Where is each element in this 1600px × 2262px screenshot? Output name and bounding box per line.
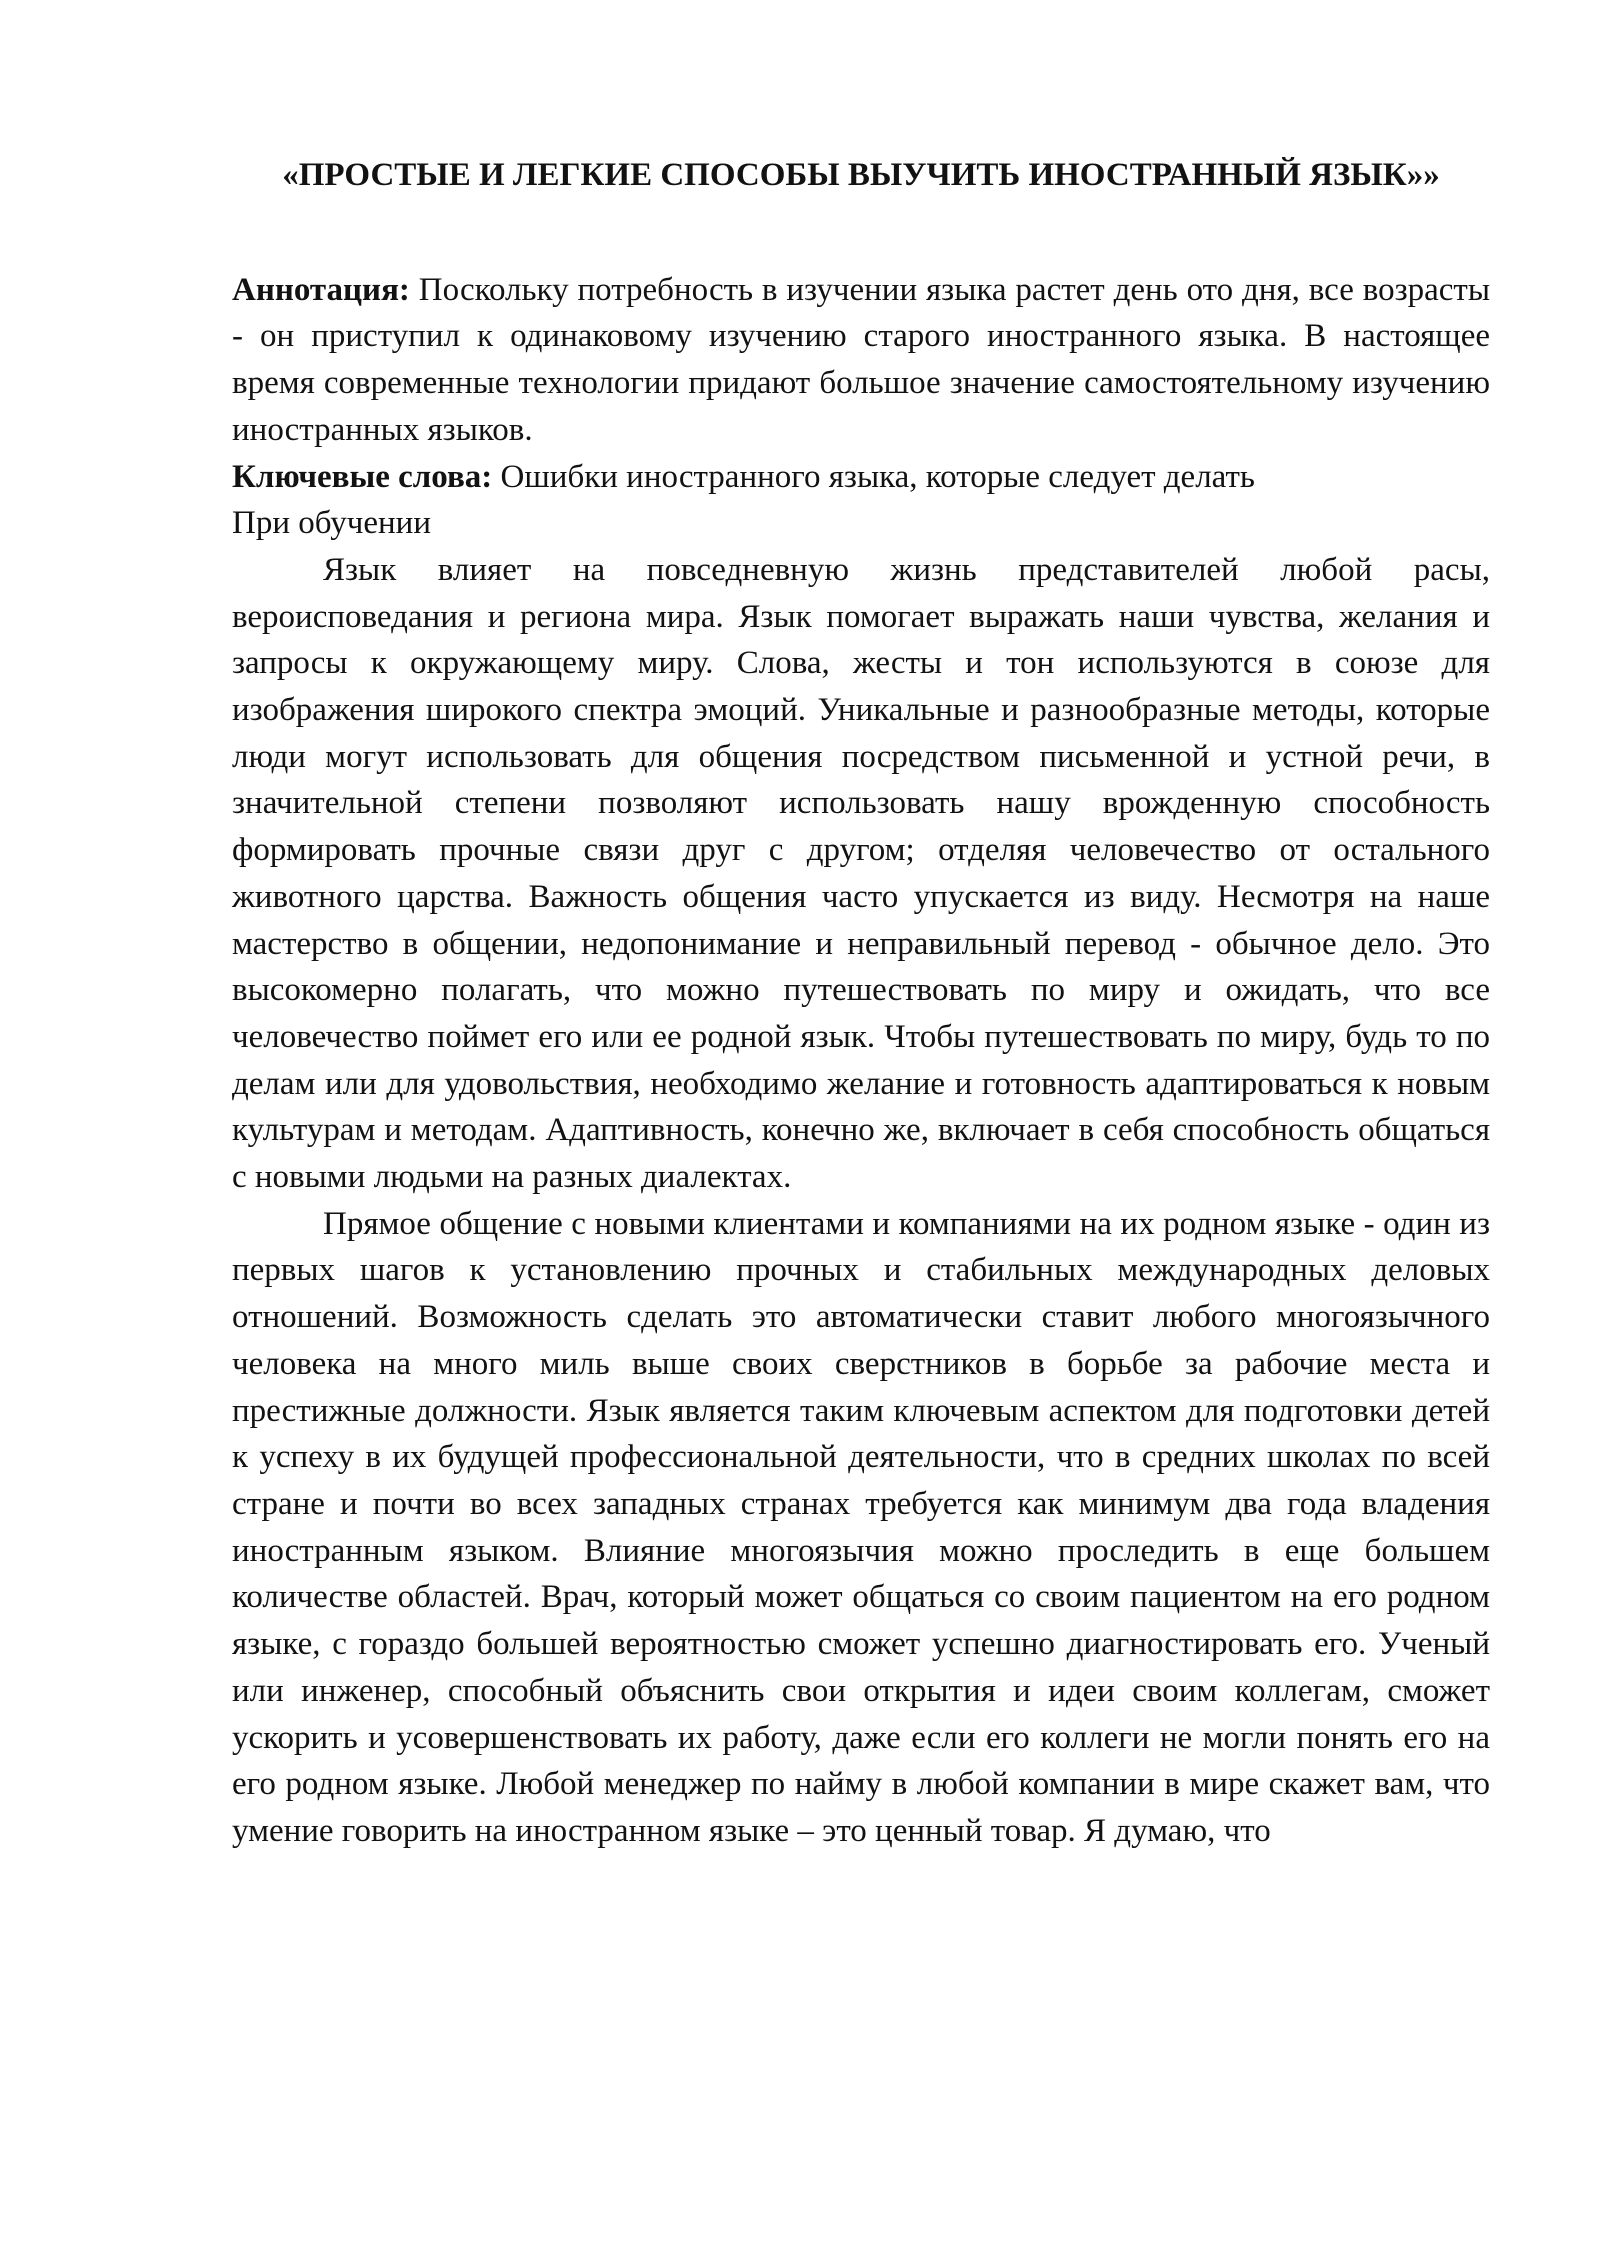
body-paragraph-2: Прямое общение с новыми клиентами и компаниями на их родном языке - один из первых шагов к установлению прочных и стабильных международных деловых отношений. Возможность сделать это автоматически ставит любого многоязычного человека на много миль выше своих сверстников в борьбе за рабочие места и престижные должности. Язык является таким ключевым аспектом для подготовки детей к успеху в их будущей профессиональной деятельности, что в средних школах по всей стране и почти во всех западных странах требуется как минимум два года владения иностранным языком. Влияние многоязычия можно проследить в еще большем количестве областей. Врач, который может общаться со своим пациентом на его родном языке, с гораздо большей вероятностью сможет успешно диагностировать его. Ученый или инженер, способный объяснить свои открытия и идеи своим коллегам, сможет ускорить и усовершенствовать их работу, даже если его коллеги не могли понять его на его родном языке. Любой менеджер по найму в любой компании в мире скажет вам, что умение говорить на иностранном языке – это ценный товар. Я думаю, что bbox=[232, 1205, 1490, 1849]
body-paragraph-1: Язык влияет на повседневную жизнь представителей любой расы, вероисповедания и региона мира. Язык помогает выражать наши чувства, желания и запросы к окружающему миру. Слова, жесты и тон используются в союзе для изображения широкого спектра эмоций. Уникальные и разнообразные методы, которые люди могут использовать для общения посредством письменной и устной речи, в значительной степени позволяют использовать нашу врожденную способность формировать прочные связи друг с другом; отделяя человечество от остального животного царства. Важность общения часто упускается из виду. Несмотря на наше мастерство в общении, недопонимание и неправильный перевод - обычное дело. Это высокомерно полагать, что можно путешествовать по миру и ожидать, что все человечество поймет его или ее родной язык. Чтобы путешествовать по миру, будь то по делам или для удовольствия, необходимо желание и готовность адаптироваться к новым культурам и методам. Адаптивность, конечно же, включает в себя способность общаться с новыми людьми на разных диалектах. bbox=[232, 551, 1490, 1196]
keywords-continuation-line: При обучении bbox=[232, 505, 431, 542]
keywords-label: Ключевые слова: bbox=[232, 458, 493, 495]
document-title: «ПРОСТЫЕ И ЛЕГКИЕ СПОСОБЫ ВЫУЧИТЬ ИНОСТРАННЫЙ ЯЗЫК»» bbox=[282, 157, 1440, 193]
document-content bbox=[232, 152, 1490, 1855]
annotation-paragraph bbox=[232, 267, 1490, 454]
keywords-text: Ошибки иностранного языка, которые следует делать bbox=[500, 458, 1255, 495]
annotation-text: Поскольку потребность в изучении языка растет день ото дня, все возрасты - он приступил к одинаковому изучению старого иностранного языка. В настоящее время современные технологии придают большое значение самостоятельному изучению иностранных языков. bbox=[232, 271, 1490, 448]
annotation-label: Аннотация: bbox=[232, 271, 410, 308]
keywords-paragraph bbox=[232, 454, 1490, 501]
